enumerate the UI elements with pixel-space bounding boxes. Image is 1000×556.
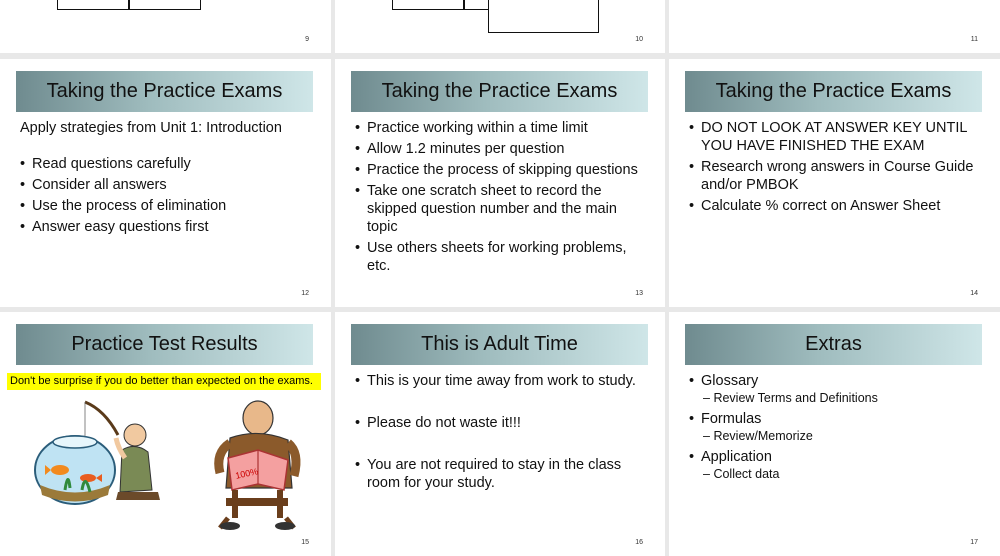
slide-number: 12 <box>301 290 309 297</box>
book-text: 100% <box>234 466 260 481</box>
slide-number: 9 <box>305 36 309 43</box>
slide-12[interactable] <box>0 59 331 307</box>
slide-title: Taking the Practice Exams <box>16 71 313 112</box>
list-item: • This is your time away from work to study. <box>335 372 665 390</box>
bullet-list <box>669 119 1000 215</box>
bullet-list <box>669 372 1000 390</box>
sub-item: – Review Terms and Definitions <box>703 391 878 405</box>
slide-number: 14 <box>970 290 978 297</box>
bullet-list <box>335 372 665 492</box>
list-item: • Research wrong answers in Course Guide and/or PMBOK <box>669 158 1000 194</box>
list-item: • Calculate % correct on Answer Sheet <box>669 197 1000 215</box>
list-item: • Use others sheets for working problems, etc. <box>335 239 665 275</box>
slide-content <box>669 372 1000 482</box>
sub-item: – Collect data <box>703 467 780 481</box>
list-item: • Please do not waste it!!! <box>335 414 665 432</box>
list-item: • Practice working within a time limit <box>335 119 665 137</box>
list-item: • Take one scratch sheet to record the skipped question number and the main topic <box>335 182 665 236</box>
sub-item-text: Review/Memorize <box>713 429 813 443</box>
bullet-list <box>669 410 1000 428</box>
diagram-box <box>57 0 130 10</box>
bullet-list <box>669 448 1000 466</box>
list-item: • Formulas <box>669 410 1000 428</box>
bullet-list <box>0 155 331 236</box>
list-item: • Practice the process of skipping questions <box>335 161 665 179</box>
slide-content <box>335 372 665 492</box>
slide-10[interactable] <box>335 0 665 53</box>
slide-content <box>669 119 1000 215</box>
list-item: • DO NOT LOOK AT ANSWER KEY UNTIL YOU HAVE FINISHED THE EXAM <box>669 119 1000 155</box>
slide-14[interactable] <box>669 59 1000 307</box>
slide-title: Practice Test Results <box>16 324 313 365</box>
sub-list <box>669 466 1000 482</box>
slide-title: Taking the Practice Exams <box>351 71 648 112</box>
highlighted-note: Don't be surprise if you do better than expected on the exams. <box>7 373 321 390</box>
list-item: • Answer easy questions first <box>0 218 331 236</box>
slide-title: This is Adult Time <box>351 324 648 365</box>
bullet-list <box>335 119 665 275</box>
list-item: • Read questions carefully <box>0 155 331 173</box>
list-item: • Use the process of elimination <box>0 197 331 215</box>
diagram-box <box>128 0 201 10</box>
slide-16[interactable] <box>335 312 665 556</box>
slide-title: Taking the Practice Exams <box>685 71 982 112</box>
list-item: • Glossary <box>669 372 1000 390</box>
sub-item-text: Review Terms and Definitions <box>713 391 878 405</box>
slide-15[interactable] <box>0 312 331 556</box>
sub-item-text: Collect data <box>713 467 780 481</box>
slide-17[interactable] <box>669 312 1000 556</box>
slide-number: 15 <box>301 539 309 546</box>
list-item: • Application <box>669 448 1000 466</box>
slide-13[interactable] <box>335 59 665 307</box>
intro-text: Apply strategies from Unit 1: Introduction <box>20 120 282 136</box>
diagram-box <box>463 0 489 10</box>
fishbowl-fisherman-clipart <box>30 400 165 510</box>
diagram-box <box>488 0 599 33</box>
list-item: • You are not required to stay in the class room for your study. <box>335 456 665 492</box>
list-item: • Consider all answers <box>0 176 331 194</box>
slide-number: 17 <box>970 539 978 546</box>
slide-number: 13 <box>635 290 643 297</box>
man-reading-book-clipart <box>200 398 310 533</box>
sub-list <box>669 390 1000 406</box>
slide-9[interactable] <box>0 0 331 53</box>
list-item: • Allow 1.2 minutes per question <box>335 140 665 158</box>
slide-title: Extras <box>685 324 982 365</box>
slide-11[interactable] <box>669 0 1000 53</box>
slide-content <box>0 119 331 236</box>
slide-number: 11 <box>970 36 978 43</box>
sub-list <box>669 428 1000 444</box>
slide-number: 10 <box>635 36 643 43</box>
slide-content <box>335 119 665 275</box>
diagram-box <box>392 0 465 10</box>
sub-item: – Review/Memorize <box>703 429 813 443</box>
slide-number: 16 <box>635 539 643 546</box>
